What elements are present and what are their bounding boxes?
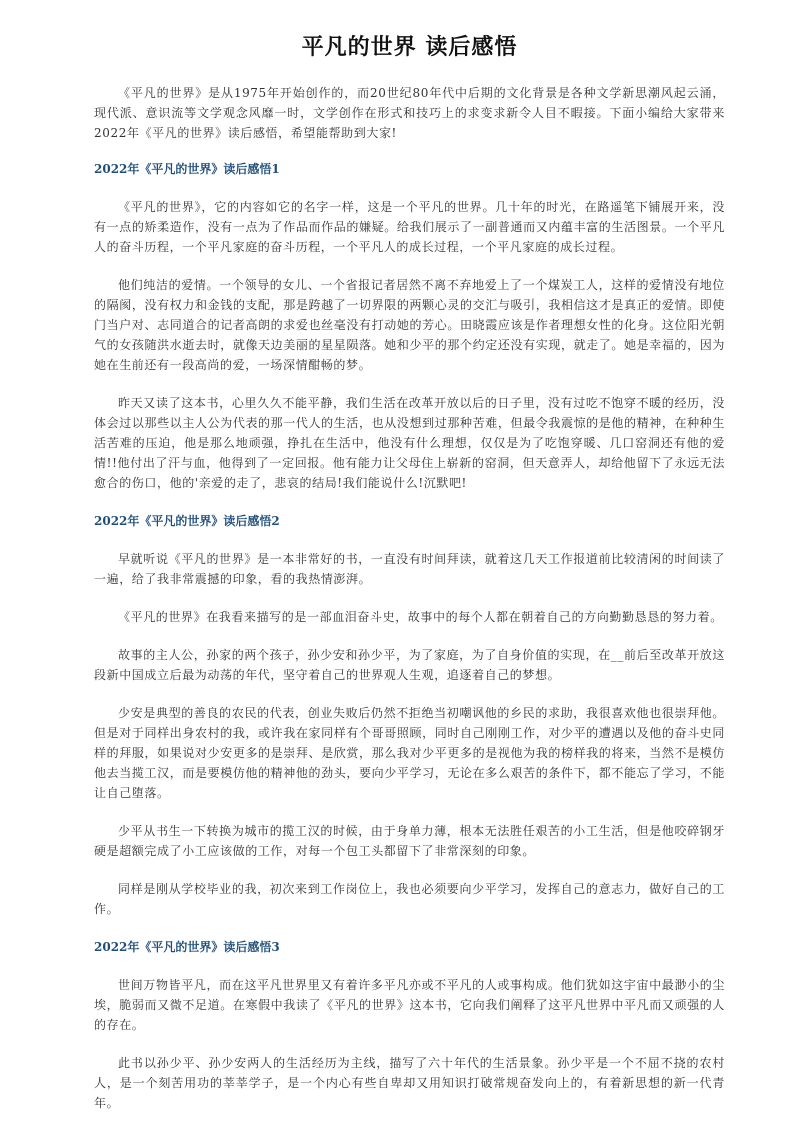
- body-paragraph: 少安是典型的善良的农民的代表，创业失败后仍然不拒绝当初嘲讽他的乡民的求助，我很喜欢他也很崇拜他。但是对于同样出身农村的我，或许我在家同样有个哥哥照顾，同时自己刚刚工作，对少平的遭遇以及他的奋斗史同样的拜服，如果说对少安更多的是崇拜、是欣赏，那么我对少平更多的是视他为我的榜样我的将来，当然不是模仿他去当揽工汉，而是要模仿他的精神他的劲头，要向少平学习，无论在多么艰苦的条件下，都不能忘了学习，不能让自己堕落。: [94, 706, 725, 800]
- document-page: [94, 30, 725, 1131]
- body-paragraph: 故事的主人公，孙家的两个孩子，孙少安和孙少平，为了家庭，为了自身价值的实现，在__前后至改革开放这段新中国成立后最为动荡的年代，坚守着自己的世界观人生观，追逐着自己的梦想。: [94, 648, 725, 682]
- body-paragraph: 《平凡的世界》，它的内容如它的名字一样，这是一个平凡的世界。几十年的时光，在路遥笔下铺展开来，没有一点的矫柔造作，没有一点为了作品而作品的嫌疑。给我们展示了一副普通而又内蕴丰富的生活图景。一个平凡人的奋斗历程，一个平凡家庭的奋斗历程，一个平凡人的成长过程，一个平凡家庭的成长过程。: [94, 200, 725, 254]
- body-paragraph: 同样是刚从学校毕业的我，初次来到工作岗位上，我也必须要向少平学习，发挥自己的意志力，做好自己的工作。: [94, 882, 725, 916]
- section-3: [94, 937, 725, 1113]
- section-2: [94, 511, 725, 919]
- section-heading: 2022年《平凡的世界》读后感悟1: [94, 162, 280, 176]
- body-paragraph: 此书以孙少平、孙少安两人的生活经历为主线，描写了六十年代的生活景象。孙少平是一个不屈不挠的农村人，是一个刻苦用功的莘莘学子，是一个内心有些自卑却又用知识打破常规奋发向上的，有着新思想的新一代青年。: [94, 1056, 725, 1110]
- body-paragraph: 《平凡的世界》在我看来描写的是一部血泪奋斗史，故事中的每个人都在朝着自己的方向勤勤恳恳的努力着。: [118, 610, 723, 624]
- body-paragraph: 世间万物皆平凡，而在这平凡世界里又有着许多平凡亦或不平凡的人或事构成。他们犹如这宇宙中最渺小的尘埃，脆弱而又微不足道。在寒假中我读了《平凡的世界》这本书，它向我们阐释了这平凡世界中平凡而又顽强的人的存在。: [94, 978, 725, 1032]
- intro-paragraph: 《平凡的世界》是从1975年开始创作的，而20世纪80年代中后期的文化背景是各种文学新思潮风起云涌，现代派、意识流等文学观念风靡一时，文学创作在形式和技巧上的求变求新令人目不暇接。下面小编给大家带来2022年《平凡的世界》读后感悟，希望能帮助到大家!: [94, 86, 725, 140]
- page-title: 平凡的世界 读后感悟: [301, 35, 518, 60]
- body-paragraph: 少平从书生一下转换为城市的揽工汉的时候，由于身单力薄，根本无法胜任艰苦的小工生活，但是他咬碎钢牙硬是超额完成了小工应该做的工作，对每一个包工头都留下了非常深刻的印象。: [94, 824, 725, 858]
- body-paragraph: 他们纯洁的爱情。一个领导的女儿、一个省报记者居然不离不弃地爱上了一个煤炭工人，这样的爱情没有地位的隔阂，没有权力和金钱的支配，那是跨越了一切界限的两颗心灵的交汇与吸引，我相信这才是真正的爱情。即使门当户对、志同道合的记者高朗的求爱也丝毫没有打动她的芳心。田晓霞应该是作者理想女性的化身。这位阳光朝气的女孩随洪水逝去时，就像天边美丽的星星陨落。她和少平的那个约定还没有实现，就走了。她是幸福的，因为她在生前还有一段高尚的爱，一场深情酣畅的梦。: [94, 278, 725, 372]
- section-1: [94, 159, 725, 493]
- section-heading: 2022年《平凡的世界》读后感悟2: [94, 514, 280, 528]
- body-paragraph: 早就听说《平凡的世界》是一本非常好的书，一直没有时间拜读，就着这几天工作报道前比较清闲的时间读了一遍，给了我非常震撼的印象，看的我热情澎湃。: [94, 552, 725, 586]
- section-heading: 2022年《平凡的世界》读后感悟3: [94, 940, 280, 954]
- body-paragraph: 昨天又读了这本书，心里久久不能平静，我们生活在改革开放以后的日子里，没有过吃不饱穿不暖的经历，没体会过以那些以主人公为代表的那一代人的生活，也从没想到过那种苦难，但最令我震惊的是他的精神，在种种生活苦难的压迫，他是那么地顽强，挣扎在生活中，他没有什么理想，仅仅是为了吃饱穿暖、几口窑洞还有他的爱情!!他付出了汗与血，他得到了一定回报。他有能力让父母住上崭新的窑洞，但天意弄人，却给他留下了永远无法愈合的伤口，他的'亲爱的走了，悲哀的结局!我们能说什么!沉默吧!: [94, 396, 725, 490]
